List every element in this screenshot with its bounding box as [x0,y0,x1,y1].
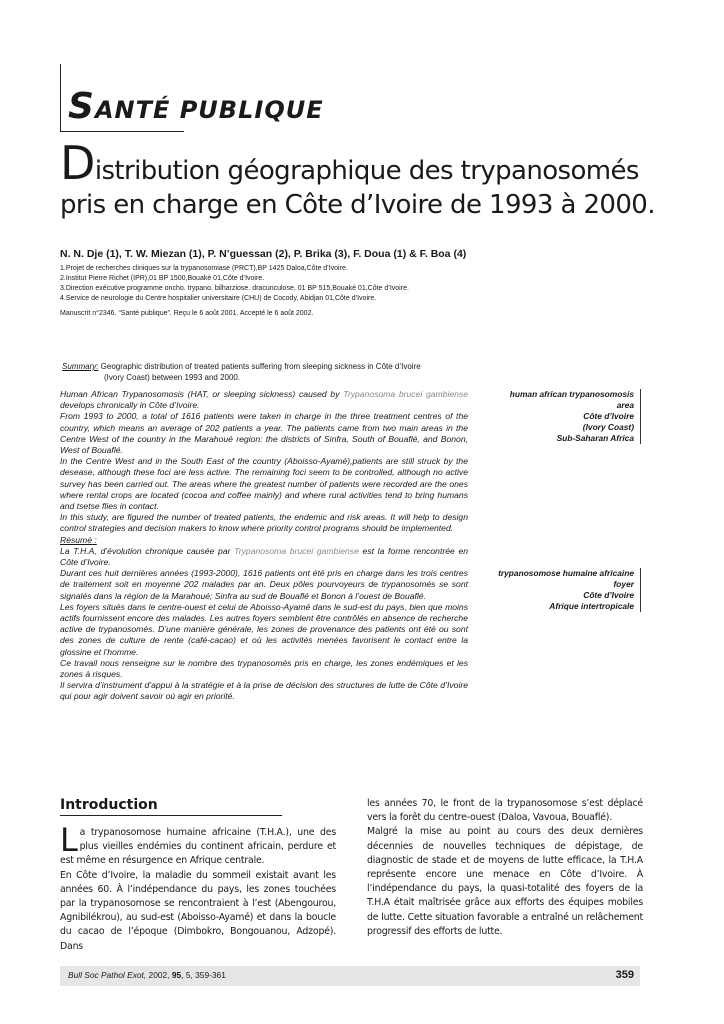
resume-label: Résumé : [60,534,97,545]
keyword: foyer [613,579,634,589]
abstract-fr-p1-b: est la forme rencontrée en Côte d’Ivoire. [60,545,469,568]
section-horizontal-rule [60,131,184,132]
keyword: (Ivory Coast) [582,422,634,432]
affiliation-3: 3.Direction exécutive programme oncho. trypano. bilharziose. dracunculose, 01 BP 515,Bouaké 01,Côte d’Ivoire. [60,285,409,292]
section-title-rest: ANTÉ PUBLIQUE [94,96,324,124]
keyword: Côte d’Ivoire [583,411,634,421]
keyword: area [616,400,634,410]
abstract-en-p4: In this study, are figured the number of treated patients, the endemic and risk areas. It will help to design control strategies and decision makers to know where priority control programs should be implemented. [60,512,468,534]
title-text: istribution géographique des trypanosomés pris en charge en Côte d’Ivoire de 1993 à 2000. [60,156,655,220]
affiliation-1: 1.Projet de recherches cliniques sur la trypanosomiase (PRCT),BP 1425 Daloa,Côte d’Ivoire. [60,265,348,272]
abstract-fr-p2: Durant ces huit dernières années (1993-2000), 1616 patients ont été pris en charge dans les trois centres de traitement soit en moyenne 202 malades par an. Deux pôles pourvoyeurs de trypanosomés se sont signalés dans la région de la Marahoué; Sinfra au sud de Bouaflé et Bonon à l’ouest de Bouaflé. [60,568,468,601]
abstract-en-p1-a: Human African Trypanosomosis (HAT, or sleeping sickness) caused by [60,389,344,399]
abstract-fr-p1 [60,546,468,568]
intro-p3: les années 70, le front de la trypanosomose s’est déplacé vers la forêt du centre-ouest (Daloa, Vavoua, Bouaflé). [367,798,643,824]
affiliation-4: 4.Service de neurologie du Centre hospitalier universitaire (CHU) de Cocody, Abidjan 01,Côte d’Ivoire. [60,295,377,302]
section-title [68,86,324,127]
abstract-fr-p1-a: La T.H.A, d’évolution chronique causée par [60,545,235,556]
abstract-fr-p4: Ce travail nous renseigne sur le nombre des trypanosomés pris en charge, les zones endémiques et les zones à risques. [60,657,468,680]
introduction-heading: Introduction [60,797,158,813]
body-column-right [367,797,643,939]
summary-line-1: Geographic distribution of treated patients suffering from sleeping sickness in Côte d’Ivoire [98,362,421,371]
intro-drop-letter: L [60,821,78,859]
abstract-en-p1 [60,389,468,411]
keywords-en [484,389,641,444]
species-name-en: Trypanosoma brucei gambiense [343,389,468,399]
intro-p1-text: a trypanosomose humaine africaine (T.H.A.), une des plus vieilles endémies du continent africain, perdure et est même en résurgence en Afrique centrale. [60,827,336,867]
abstract [60,389,468,703]
intro-p4: Malgré la mise au point au cours des deux dernières décennies de nouvelles techniques de dépistage, de diagnostic de stade et de moyens de lutte efficace, la T.H.A représente encore une menace en Côte d’Ivoire. À l’indépendance du pays, la quasi-totalité des foyers de la T.H.A était maîtrisée grâce aux efforts des équipes mobiles de lutte. Cette situation favorable a entraîné un relâchement progressif des efforts de lutte. [367,826,643,937]
keyword: Sub-Saharan Africa [556,433,634,443]
page-number: 359 [615,969,634,981]
affiliation-2: 2.Institut Pierre Richet (IPR),01 BP 1500,Bouaké 01,Côte d’Ivoire. [60,275,265,282]
abstract-en-p1-b: develops chronically in Côte d’Ivoire. [60,400,200,411]
keyword: Afrique intertropicale [549,601,634,611]
journal-volume: 95 [171,970,182,980]
manuscript-info: Manuscrit n°2346. “Santé publique”. Reçu le 6 août 2001. Accepté le 6 août 2002. [60,310,314,317]
species-name-fr: Trypanosoma brucei gambiense [234,545,359,556]
article-title [60,136,680,222]
affiliations [60,264,560,304]
keyword: Côte d’Ivoire [583,590,634,600]
journal-citation [68,970,226,980]
abstract-fr-p5: Il servira d’instrument d’appui à la stratégie et à la prise de décision des structures de lutte de Côte d’Ivoire qui pour agir doivent savoir où agir en priorité. [60,680,468,702]
title-drop-letter: D [60,136,95,190]
summary-label: Summary: [62,362,99,371]
abstract-en-p3: In the Centre West and in the South East of the country (Aboisso-Ayamé),patients are still struck by the desease, although these foci are less active. The remaining foci seem to be controlled, although no active survey has been carried out. The areas where the greatest number of patients were recorded are the ones where rental crops are located (cocoa and coffee mainly) and where rural activities tend to bring humans and tsetse flies in contact. [60,456,468,512]
keyword: human african trypanosomosis [509,389,634,399]
authors: N. N. Dje (1), T. W. Miezan (1), P. N’guessan (2), P. Brika (3), F. Doua (1) & F. Boa (4) [60,248,467,260]
section-vertical-rule [60,64,61,132]
journal-pages: , 5, 359-361 [181,970,226,980]
section-title-cap: S [68,86,95,127]
intro-p2: En Côte d’Ivoire, la maladie du sommeil existait avant les années 60. À l’indépendance du pays, les zones touchées par la trypanosomose se rencontraient à l’est (Abengourou, Agnibilékrou), au sud-est (Aboisso-Ayamé) et dans la boucle du cacao de l’époque (Dimbokro, Bongouanou, Adzopé). Dans [60,869,336,952]
page-footer [60,966,640,986]
abstract-fr-p3: Les foyers situés dans le centre-ouest et celui de Aboisso-Ayamé dans le sud-est du pays, bien que moins actifs fournissent encore des malades. Les autres foyers semblent être contrôlés en absence de recherche active de trypanosomés. D’une manière générale, les zones de provenance des patients ont été ou sont des zones de culture de rente (café-cacao) et où les activités menées favorisent le contact entre la glossine et l’homme. [60,601,468,657]
introduction-rule [60,815,282,816]
intro-p1 [60,821,336,869]
journal-year: 2002, [146,970,172,980]
summary-line-2: (Ivory Coast) between 1993 and 2000. [104,372,241,382]
abstract-en-p2: From 1993 to 2000, a total of 1616 patients were taken in charge in the three treatment centres of the country, which means an average of 202 patients a year. The patients came from two main areas in the Centre West of the country in the Marahoué region: the districts of Sinfra, South of Bouaflé, and Bonon, West of Bouaflé. [60,411,468,456]
summary [62,362,482,383]
body-column-left [60,821,336,954]
keywords-fr [484,568,641,612]
journal-name: Bull Soc Pathol Exot, [68,970,147,980]
keyword: trypanosomose humaine africaine [498,568,634,578]
